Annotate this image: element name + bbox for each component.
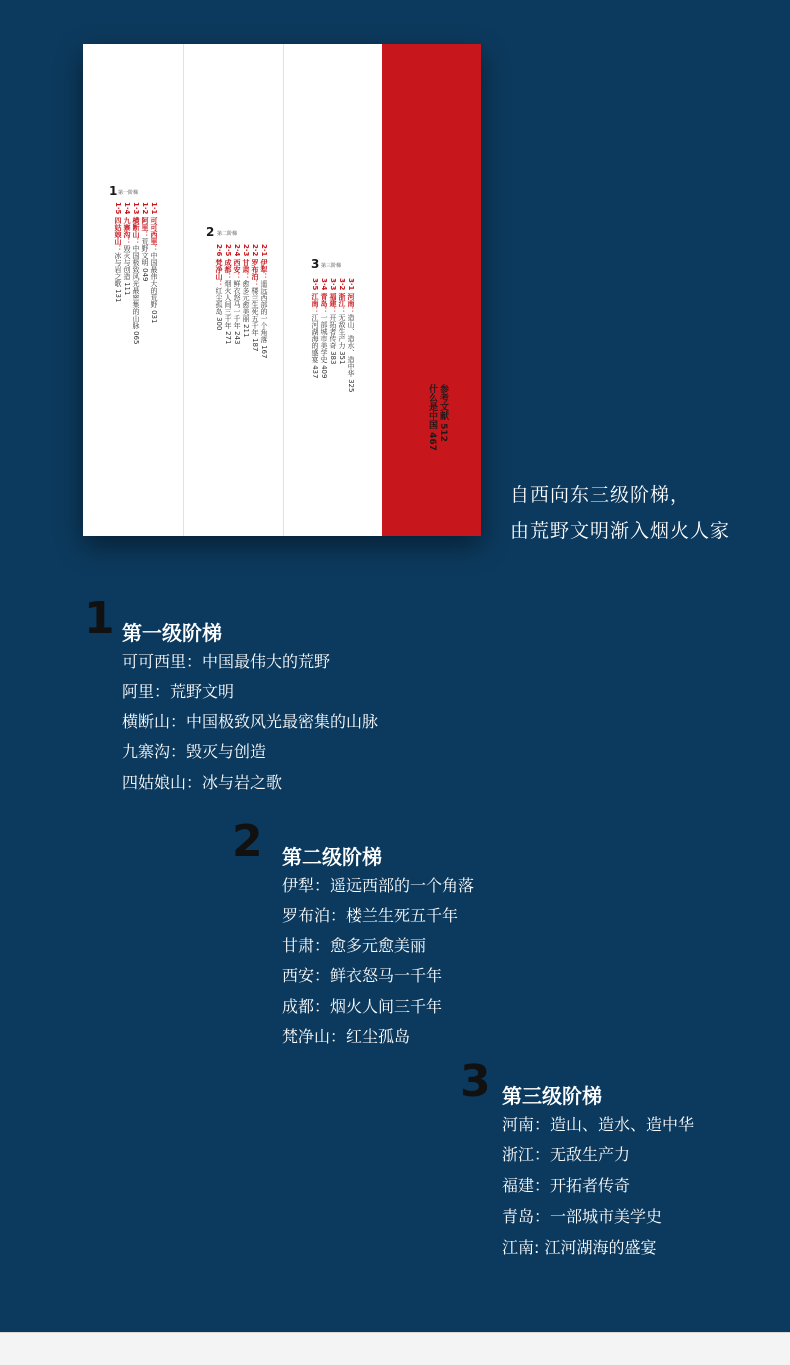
- panel1-entries: [113, 202, 158, 344]
- panel2-entry: 2·3 甘肃：愈多元愈美丽 211: [242, 244, 250, 338]
- panel-number-3: 3: [311, 257, 320, 271]
- tagline-line-2: 由荒野文明渐入烟火人家: [510, 520, 731, 542]
- chapter-number-3: 3: [460, 1056, 491, 1107]
- panel-number-2: 2: [206, 225, 215, 239]
- panel2-entry: 2·4 西安：鲜衣怒马一千年 243: [233, 244, 241, 345]
- tagline-line-1: 自西向东三级阶梯，: [510, 484, 691, 506]
- panel3-entry: 3·2 浙江：无敌生产力 351: [338, 278, 346, 365]
- contents-panel-1: [83, 44, 183, 536]
- chapter2-item: 甘肃：愈多元愈美丽: [282, 936, 427, 955]
- panel1-entry: 1·3 横断山：中国极致风光最密集的山脉 065: [132, 202, 140, 345]
- chapter1-item: 阿里：荒野文明: [122, 682, 235, 701]
- panel4-entries: [426, 384, 448, 451]
- chapter1-item: 可可西里：中国最伟大的荒野: [122, 652, 331, 671]
- panel1-entry: 1·1 可可西里：中国最伟大的荒野 031: [150, 202, 158, 324]
- chapter2-item: 伊犁：遥远西部的一个角落: [282, 876, 475, 895]
- contents-panel-4: [382, 44, 481, 536]
- panel1-entry: 1·5 四姑娘山：冰与岩之歌 131: [114, 202, 122, 303]
- contents-panel-2: [183, 44, 284, 536]
- chapter3-item: 福建：开拓者传奇: [502, 1176, 631, 1195]
- chapter-number-1: 1: [84, 593, 107, 644]
- panel3-entry: 3·4 青岛：一部城市美学史 409: [320, 278, 328, 379]
- chapter-title-1: 第一级阶梯: [122, 621, 222, 645]
- references-entry: 参考文献 512: [438, 384, 448, 442]
- chapter2-item: 西安：鲜衣怒马一千年: [282, 966, 443, 985]
- contents-panel-3: [283, 44, 383, 536]
- chapter1-item: 九寨沟：毁灭与创造: [122, 742, 267, 761]
- panel1-entry: 1·2 阿里：荒野文明 049: [141, 202, 149, 282]
- chapter3-item: 江南: 江河湖海的盛宴: [502, 1238, 657, 1257]
- panel-heading-3: 第三阶梯: [321, 263, 342, 269]
- panel-heading-1: 第一阶梯: [118, 190, 139, 196]
- what-is-china-entry: 什么是中国 467: [427, 384, 437, 451]
- panel2-entry: 2·2 罗布泊：楼兰生死五千年 187: [251, 244, 259, 352]
- panel1-entry: 1·4 九寨沟：毁灭与创造 111: [123, 202, 131, 296]
- chapter2-item: 罗布泊：楼兰生死五千年: [282, 906, 459, 925]
- panel-heading-2: 第二阶梯: [217, 231, 238, 237]
- chapter3-item: 浙江：无敌生产力: [502, 1145, 631, 1164]
- panel3-entry: 3·3 福建：开拓者传奇 383: [329, 278, 337, 365]
- chapter3-item: 河南：造山、造水、造中华: [502, 1115, 695, 1134]
- chapter2-item: 梵净山：红尘孤岛: [282, 1027, 411, 1046]
- panel2-entry: 2·6 梵净山：红尘孤岛 300: [215, 244, 223, 331]
- chapter1-item: 横断山：中国极致风光最密集的山脉: [122, 712, 379, 731]
- panel3-entry: 3·5 江南：江河湖海的盛宴 437: [311, 278, 319, 379]
- bottom-strip: [0, 1332, 790, 1365]
- panel2-entry: 2·1 伊犁：遥远西部的一个角落 167: [260, 244, 268, 359]
- chapter3-item: 青岛：一部城市美学史: [502, 1207, 663, 1226]
- chapter-title-2: 第二级阶梯: [282, 845, 382, 869]
- chapter-title-3: 第三级阶梯: [502, 1084, 602, 1108]
- book-contents-spread: [83, 44, 481, 536]
- chapter1-item: 四姑娘山：冰与岩之歌: [122, 773, 283, 792]
- panel2-entries: [214, 244, 268, 358]
- panel3-entries: [310, 278, 355, 392]
- chapter-number-2: 2: [232, 816, 263, 867]
- panel-number-1: 1: [109, 184, 118, 198]
- panel2-entry: 2·5 成都：烟火人间三千年 271: [224, 244, 232, 345]
- panel3-entry: 3·1 河南：造山、造水、造中华 325: [347, 278, 355, 393]
- chapter2-item: 成都：烟火人间三千年: [282, 997, 443, 1016]
